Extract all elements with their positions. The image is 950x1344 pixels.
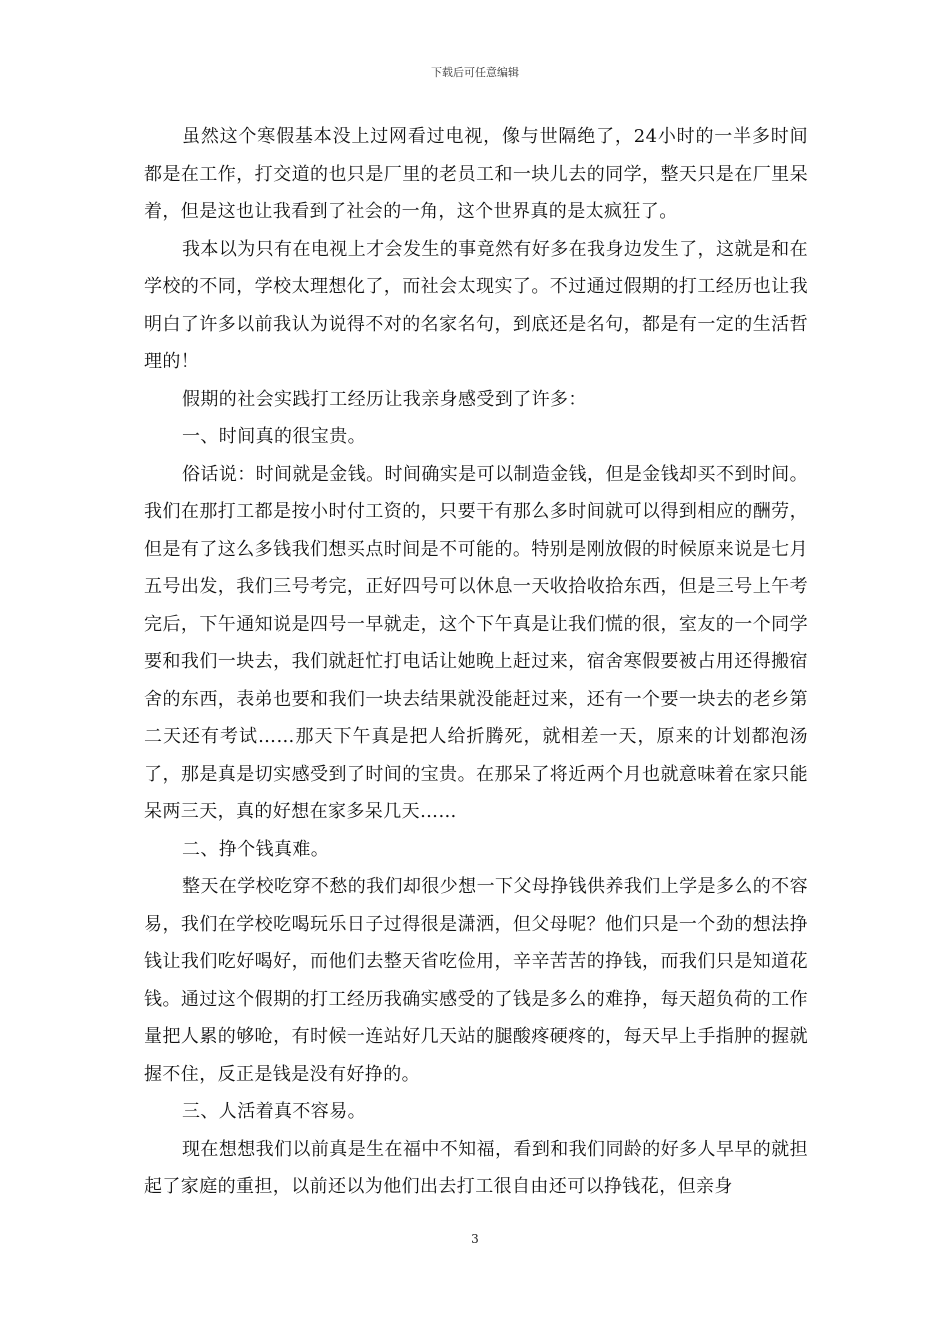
paragraph: 假期的社会实践打工经历让我亲身感受到了许多： (182, 388, 587, 410)
page-header: 下载后可任意编辑 (431, 66, 519, 79)
paragraph: 整天在学校吃穿不愁的我们却很少想一下父母挣钱供养我们上学是多么的不容易，我们在学校吃喝玩乐日子过得很是潇洒，但父母呢？他们只是一个劲的想法挣钱让我们吃好喝好，而他们去整天省吃俭用，辛辛苦苦的挣钱，而我们只是知道花钱。通过这个假期的打工经历我确实感受的了钱是多么的难挣，每天超负荷的工作量把人累的够呛，有时候一连站好几天站的腿酸疼硬疼的，每天早上手指肿的握就握不住，反正是钱是没有好挣的。 (144, 876, 808, 1085)
paragraph: 我本以为只有在电视上才会发生的事竟然有好多在我身边发生了，这就是和在学校的不同，学校太理想化了，而社会太现实了。不过通过假期的打工经历也让我明白了许多以前我认为说得不对的名家名句，到底还是名句，都是有一定的生活哲理的！ (144, 238, 808, 372)
section-heading: 三、人活着真不容易。 (182, 1101, 366, 1122)
section-heading: 一、时间真的很宝贵。 (182, 426, 366, 447)
paragraph: 虽然这个寒假基本没上过网看过电视，像与世隔绝了，24小时的一半多时间都是在工作，打交道的也只是厂里的老员工和一块儿去的同学，整天只是在厂里呆着，但是这也让我看到了社会的一角，这个世界真的是太疯狂了。 (144, 126, 808, 222)
section-heading: 二、挣个钱真难。 (182, 838, 330, 860)
page-number: 3 (471, 1232, 479, 1246)
document-body (144, 118, 808, 1206)
paragraph: 俗话说：时间就是金钱。时间确实是可以制造金钱，但是金钱却买不到时间。我们在那打工都是按小时付工资的，只要干有那么多时间就可以得到相应的酬劳，但是有了这么多钱我们想买点时间是不可能的。特别是刚放假的时候原来说是七月五号出发，我们三号考完，正好四号可以休息一天收拾收拾东西，但是三号上午考完后，下午通知说是四号一早就走，这个下午真是让我们慌的很，室友的一个同学要和我们一块去，我们就赶忙打电话让她晚上赶过来，宿舍寒假要被占用还得搬宿舍的东西，表弟也要和我们一块去结果就没能赶过来，还有一个要一块去的老乡第二天还有考试……那天下午真是把人给折腾死，就相差一天，原来的计划都泡汤了，那是真是切实感受到了时间的宝贵。在那呆了将近两个月也就意味着在家只能呆两三天，真的好想在家多呆几天…… (144, 463, 808, 822)
paragraph: 现在想想我们以前真是生在福中不知福，看到和我们同龄的好多人早早的就担起了家庭的重担，以前还以为他们出去打工很自由还可以挣钱花，但亲身 (144, 1138, 808, 1197)
